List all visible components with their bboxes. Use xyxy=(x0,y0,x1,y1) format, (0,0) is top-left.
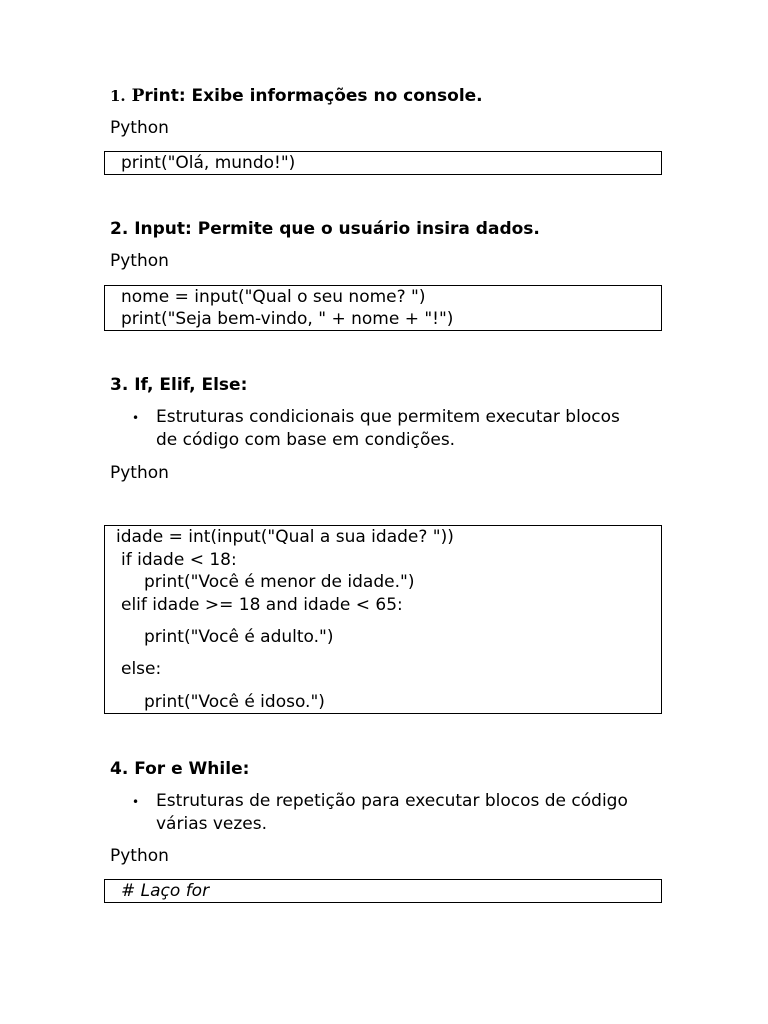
section-2-code-block xyxy=(104,285,662,331)
bullet-line: de código com base em condições. xyxy=(156,430,456,450)
bullet-line: várias vezes. xyxy=(156,814,268,834)
section-1-heading-text: rint: Exibe informações no console. xyxy=(144,86,483,106)
code-comment-line: # Laço for xyxy=(121,881,210,901)
section-4-code-block xyxy=(104,879,662,903)
section-3-language-label: Python xyxy=(110,463,169,483)
section-4-bullet-text xyxy=(156,790,676,836)
section-1-code-block xyxy=(104,151,662,175)
code-line: idade = int(input("Qual a sua idade? ")) xyxy=(116,527,454,547)
section-2-heading: 2. Input: Permite que o usuário insira dados. xyxy=(110,219,540,239)
code-line: if idade < 18: xyxy=(121,550,237,570)
code-line: print("Seja bem-vindo, " + nome + "!") xyxy=(121,309,454,329)
code-line: print("Você é menor de idade.") xyxy=(144,572,415,592)
section-3-bullet-icon: • xyxy=(132,411,140,425)
bullet-line: Estruturas de repetição para executar blocos de código xyxy=(156,791,628,811)
section-4-bullet-icon: • xyxy=(132,795,140,809)
section-1-heading xyxy=(110,85,483,107)
section-2-language-label: Python xyxy=(110,251,169,271)
section-3-code-block xyxy=(104,525,662,714)
code-line: else: xyxy=(121,659,162,679)
code-line: nome = input("Qual o seu nome? ") xyxy=(121,287,426,307)
code-line: print("Você é idoso.") xyxy=(144,692,325,712)
section-3-bullet-text xyxy=(156,406,676,452)
section-1-language-label: Python xyxy=(110,118,169,138)
section-1-heading-initial: P xyxy=(131,86,145,106)
section-4-heading: 4. For e While: xyxy=(110,759,250,779)
bullet-line: Estruturas condicionais que permitem executar blocos xyxy=(156,407,620,427)
code-line: print("Olá, mundo!") xyxy=(121,153,296,173)
code-line: elif idade >= 18 and idade < 65: xyxy=(121,595,403,615)
section-4-language-label: Python xyxy=(110,846,169,866)
section-1-number: 1. xyxy=(110,87,126,105)
section-3-heading: 3. If, Elif, Else: xyxy=(110,375,248,395)
code-line: print("Você é adulto.") xyxy=(144,627,334,647)
